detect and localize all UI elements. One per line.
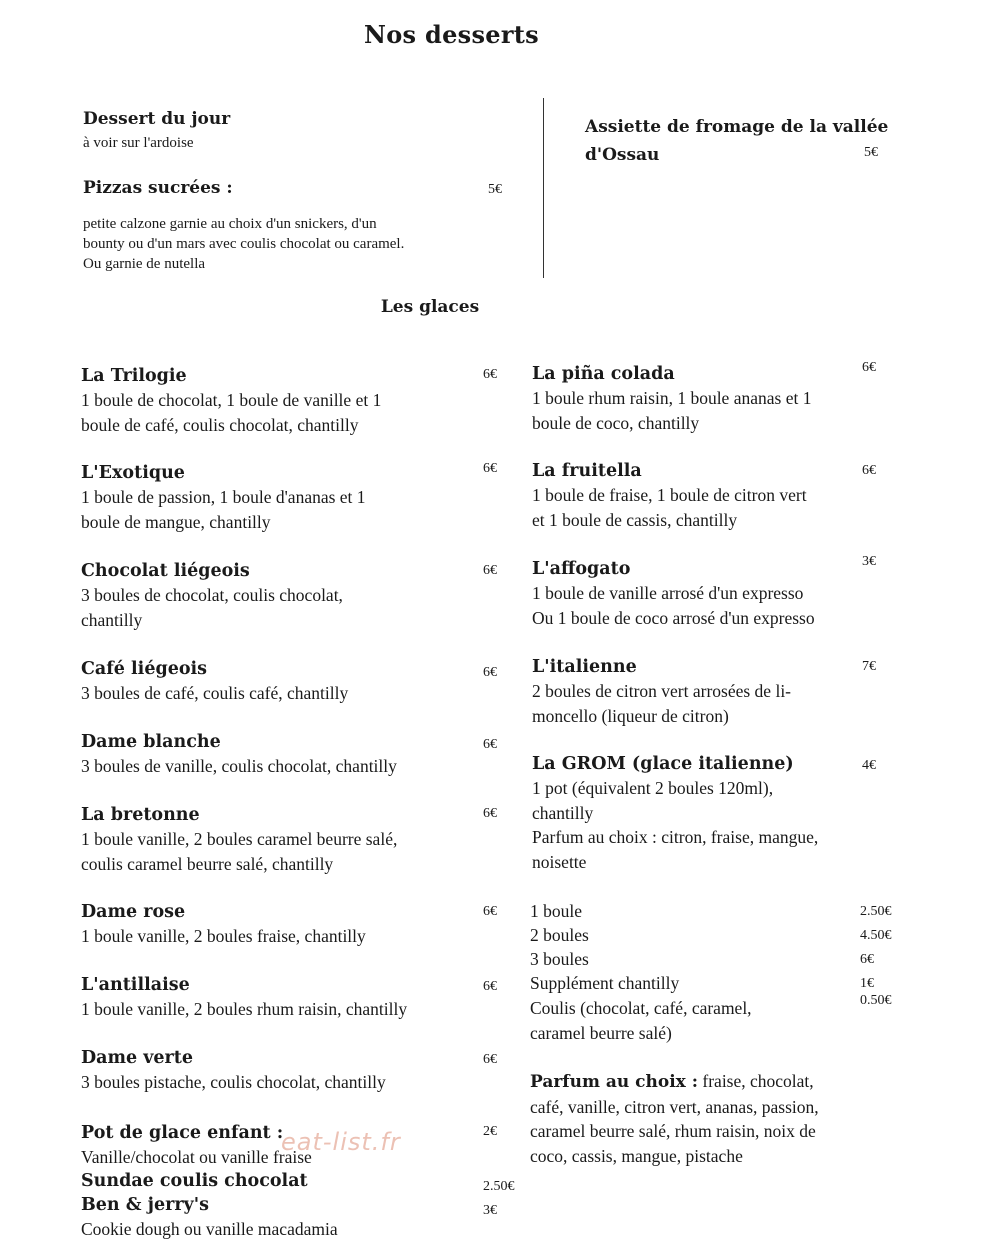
menu-item-title: Sundae coulis chocolat bbox=[81, 1171, 308, 1191]
menu-item-price: 6€ bbox=[483, 1052, 497, 1067]
menu-item-desc: boule de mangue, chantilly bbox=[81, 511, 271, 532]
menu-item-desc: 1 boule de fraise, 1 boule de citron vert bbox=[532, 485, 807, 505]
menu-item-desc: boule de coco, chantilly bbox=[532, 412, 700, 433]
glaces-heading: Les glaces bbox=[380, 297, 480, 317]
parfums-line: fraise, chocolat, bbox=[698, 1071, 814, 1091]
parfums-block bbox=[530, 1069, 910, 1168]
fromage-price: 5€ bbox=[864, 145, 878, 160]
menu-item-desc: chantilly bbox=[532, 802, 594, 823]
parfums-label: Parfum au choix : bbox=[530, 1072, 699, 1092]
menu-item-desc: 1 boule vanille, 2 boules fraise, chantilly bbox=[81, 926, 366, 946]
option-price: 4.50€ bbox=[860, 928, 892, 943]
option-price: 0.50€ bbox=[860, 993, 892, 1008]
menu-item-price: 6€ bbox=[862, 360, 876, 375]
dessert-du-jour-title: Dessert du jour bbox=[83, 109, 231, 129]
menu-item-desc: moncello (liqueur de citron) bbox=[532, 705, 729, 726]
menu-item-title: Dame rose bbox=[81, 902, 186, 922]
menu-item-title: La GROM (glace italienne) bbox=[532, 754, 794, 774]
menu-item-price: 4€ bbox=[862, 758, 876, 773]
menu-item-title: L'affogato bbox=[532, 559, 631, 579]
parfums-line: café, vanille, citron vert, ananas, passion, bbox=[530, 1096, 819, 1117]
column-divider bbox=[543, 98, 544, 278]
menu-item-price: 6€ bbox=[483, 367, 497, 382]
desc-line: bounty ou d'un mars avec coulis chocolat ou caramel. bbox=[83, 236, 405, 252]
menu-item-price: 6€ bbox=[483, 979, 497, 994]
menu-item-title: La Trilogie bbox=[81, 366, 187, 386]
page-title: Nos desserts bbox=[364, 20, 539, 49]
menu-item-desc: 1 boule vanille, 2 boules rhum raisin, chantilly bbox=[81, 999, 408, 1019]
menu-item-title: La bretonne bbox=[81, 805, 200, 825]
menu-item-price: 6€ bbox=[862, 463, 876, 478]
option-price: 6€ bbox=[860, 952, 874, 967]
menu-item-desc: 1 boule de passion, 1 boule d'ananas et 1 bbox=[81, 487, 366, 507]
fromage-title-line: Assiette de fromage de la vallée bbox=[585, 117, 889, 137]
menu-item-desc: Vanille/chocolat ou vanille fraise bbox=[81, 1147, 312, 1167]
menu-item-desc: chantilly bbox=[81, 609, 143, 630]
menu-item-desc: 3 boules de vanille, coulis chocolat, chantilly bbox=[81, 756, 397, 776]
menu-item-desc: 2 boules de citron vert arrosées de li- bbox=[532, 681, 792, 701]
option-label: 1 boule bbox=[530, 901, 583, 921]
menu-item-title: Dame blanche bbox=[81, 732, 221, 752]
parfums-line: caramel beurre salé, rhum raisin, noix de bbox=[530, 1121, 816, 1141]
pizzas-sucrees-desc bbox=[83, 214, 404, 274]
menu-item-title: L'Exotique bbox=[81, 463, 185, 483]
option-price: 1€ bbox=[860, 976, 874, 991]
menu-item-price: 3€ bbox=[862, 554, 876, 569]
menu-item-title: Ben & jerry's bbox=[81, 1195, 209, 1215]
menu-item-price: 6€ bbox=[483, 665, 497, 680]
menu-item-price: 7€ bbox=[862, 659, 876, 674]
option-label: Supplément chantilly bbox=[530, 973, 680, 993]
menu-item-title: La fruitella bbox=[532, 461, 642, 481]
menu-item-price: 3€ bbox=[483, 1203, 497, 1218]
menu-item-desc: 1 pot (équivalent 2 boules 120ml), bbox=[532, 778, 774, 798]
menu-item-desc: 1 boule vanille, 2 boules caramel beurre salé, bbox=[81, 829, 398, 849]
option-price: 2.50€ bbox=[860, 904, 892, 919]
menu-item-price: 6€ bbox=[483, 737, 497, 752]
menu-item-desc: 1 boule de vanille arrosé d'un expresso bbox=[532, 583, 804, 603]
menu-item-desc: noisette bbox=[532, 851, 587, 872]
menu-item-price: 6€ bbox=[483, 904, 497, 919]
menu-item-desc: boule de café, coulis chocolat, chantilly bbox=[81, 414, 359, 435]
menu-item-title: L'italienne bbox=[532, 657, 637, 677]
option-label: caramel beurre salé) bbox=[530, 1023, 672, 1043]
menu-item-title: La piña colada bbox=[532, 364, 675, 384]
menu-item-price: 6€ bbox=[483, 563, 497, 578]
menu-item-title: L'antillaise bbox=[81, 975, 190, 995]
watermark: eat-list.fr bbox=[281, 1128, 401, 1156]
option-label: 3 boules bbox=[530, 949, 589, 969]
menu-item-title: Dame verte bbox=[81, 1048, 193, 1068]
menu-item-desc: et 1 boule de cassis, chantilly bbox=[532, 509, 738, 530]
option-label: Coulis (chocolat, café, caramel, bbox=[530, 998, 752, 1018]
menu-item-desc: Ou 1 boule de coco arrosé d'un expresso bbox=[532, 607, 815, 628]
menu-item-desc: Parfum au choix : citron, fraise, mangue, bbox=[532, 827, 819, 847]
menu-item-price: 6€ bbox=[483, 806, 497, 821]
desc-line: Ou garnie de nutella bbox=[83, 256, 206, 272]
fromage-title bbox=[585, 113, 888, 169]
pizzas-sucrees-price: 5€ bbox=[488, 182, 502, 197]
menu-item-title: Café liégeois bbox=[81, 659, 207, 679]
menu-item-desc: coulis caramel beurre salé, chantilly bbox=[81, 853, 334, 874]
dessert-du-jour-desc: à voir sur l'ardoise bbox=[83, 135, 194, 151]
menu-item-price: 2€ bbox=[483, 1124, 497, 1139]
desc-line: petite calzone garnie au choix d'un snickers, d'un bbox=[83, 216, 377, 232]
menu-item-desc: 1 boule de chocolat, 1 boule de vanille et 1 bbox=[81, 390, 382, 410]
menu-item-title: Pot de glace enfant : bbox=[81, 1123, 284, 1143]
menu-item-desc: Cookie dough ou vanille macadamia bbox=[81, 1219, 338, 1239]
fromage-title-line: d'Ossau bbox=[585, 145, 660, 165]
menu-item-price: 2.50€ bbox=[483, 1179, 515, 1194]
menu-item-desc: 3 boules pistache, coulis chocolat, chantilly bbox=[81, 1072, 386, 1092]
menu-item-desc: 1 boule rhum raisin, 1 boule ananas et 1 bbox=[532, 388, 812, 408]
menu-item-title: Chocolat liégeois bbox=[81, 561, 250, 581]
menu-item-desc: 3 boules de café, coulis café, chantilly bbox=[81, 683, 349, 703]
option-label: 2 boules bbox=[530, 925, 589, 945]
menu-item-price: 6€ bbox=[483, 461, 497, 476]
pizzas-sucrees-title: Pizzas sucrées : bbox=[83, 178, 233, 198]
parfums-line: coco, cassis, mangue, pistache bbox=[530, 1145, 743, 1166]
menu-item-desc: 3 boules de chocolat, coulis chocolat, bbox=[81, 585, 343, 605]
